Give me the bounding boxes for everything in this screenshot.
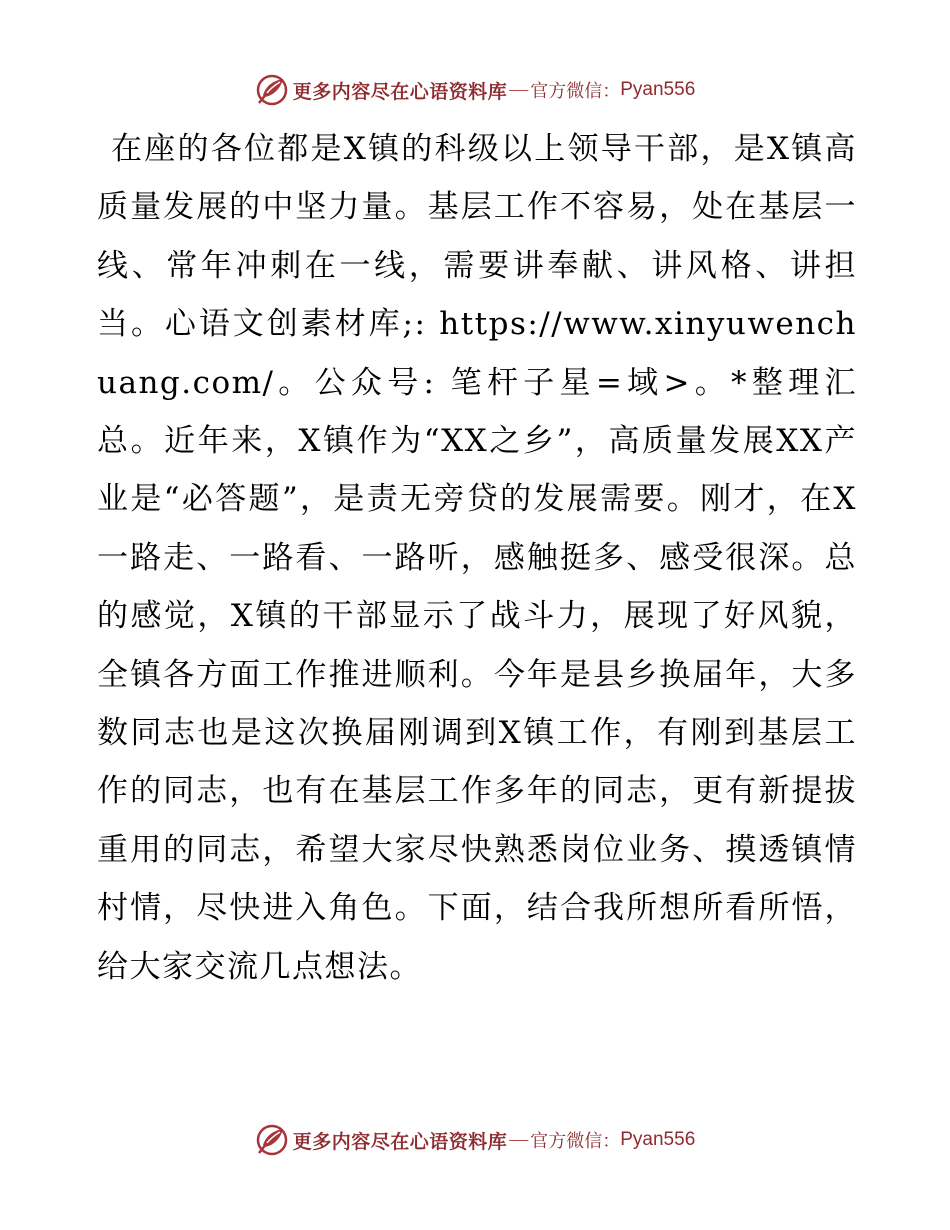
header-banner [0, 70, 950, 110]
header-title: 更多内容尽在心语资料库 [292, 80, 508, 103]
footer-banner [0, 1120, 950, 1160]
header-dash: — [509, 79, 529, 100]
document-paragraph: 在座的各位都是X镇的科级以上领导干部，是X镇高质量发展的中坚力量。基层工作不容易，处在基层一线、常年冲刺在一线，需要讲奉献、讲风格、讲担当。心语文创素材库;: https://www.xinyuwenchuang.com/。公众号: 笔杆子星=域>。*整理汇总。近年来，X镇作为“XX之乡”，高质量发展XX产业是“必答题”，是责无旁贷的发展需要。刚才，在X一路走、一路看、一路听，感触挺多、感受很深。总的感觉，X镇的干部显示了战斗力，展现了好风貌，全镇各方面工作推进顺利。今年是县乡换届年，大多数同志也是这次换届刚调到X镇工作，有刚到基层工作的同志，也有在基层工作多年的同志，更有新提拔重用的同志，希望大家尽快熟悉岗位业务、摸透镇情村情，尽快进入角色。下面，结合我所想所看所悟，给大家交流几点想法。 [97, 131, 857, 985]
red-circle-leaf-logo-icon [255, 1123, 289, 1157]
footer-title: 更多内容尽在心语资料库 [292, 1130, 508, 1153]
header-wechat-id: Pyan556 [620, 79, 696, 100]
red-circle-leaf-logo-icon [255, 73, 289, 107]
footer-dash: — [509, 1129, 529, 1150]
footer-wechat-label: 官方微信： [530, 1131, 621, 1152]
header-wechat-label: 官方微信： [530, 81, 621, 102]
footer-wechat-id: Pyan556 [620, 1129, 696, 1150]
